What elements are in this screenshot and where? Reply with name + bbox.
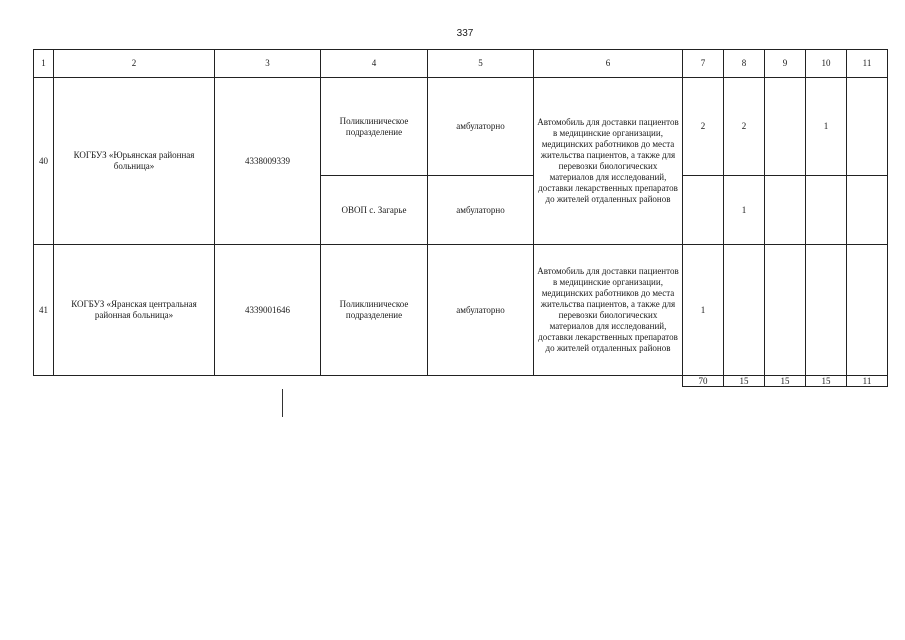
header-cell: 7 bbox=[683, 50, 724, 78]
header-cell: 11 bbox=[847, 50, 888, 78]
count-cell: 1 bbox=[806, 78, 847, 176]
organization-name: КОГБУЗ «Яранская центральная районная больница» bbox=[54, 245, 215, 376]
header-cell: 10 bbox=[806, 50, 847, 78]
header-cell: 6 bbox=[534, 50, 683, 78]
count-cell bbox=[765, 245, 806, 376]
page-number: 337 bbox=[456, 28, 474, 39]
header-cell: 4 bbox=[321, 50, 428, 78]
count-cell bbox=[806, 176, 847, 245]
count-cell: 1 bbox=[724, 176, 765, 245]
table-row-41 bbox=[34, 245, 888, 376]
count-cell bbox=[724, 245, 765, 376]
count-cell: 2 bbox=[724, 78, 765, 176]
total-cell: 11 bbox=[847, 376, 888, 387]
unit-name: Поликлиническое подразделение bbox=[321, 78, 428, 176]
header-cell: 3 bbox=[215, 50, 321, 78]
unit-name: Поликлиническое подразделение bbox=[321, 245, 428, 376]
total-cell: 15 bbox=[806, 376, 847, 387]
row-number: 40 bbox=[34, 78, 54, 245]
count-cell: 1 bbox=[683, 245, 724, 376]
count-cell bbox=[806, 245, 847, 376]
count-cell bbox=[683, 176, 724, 245]
document-table bbox=[33, 49, 888, 387]
total-cell: 15 bbox=[724, 376, 765, 387]
total-cell: 70 bbox=[683, 376, 724, 387]
count-cell: 2 bbox=[683, 78, 724, 176]
count-cell bbox=[847, 78, 888, 176]
totals-row bbox=[34, 376, 888, 387]
unit-name: ОВОП с. Загарье bbox=[321, 176, 428, 245]
count-cell bbox=[847, 245, 888, 376]
care-type: амбулаторно bbox=[428, 176, 534, 245]
vehicle-purpose: Автомобиль для доставки пациентов в медицинские организации, медицинских работников до места жительства пациентов, а также для перевозки биологических материалов для исследований, доставки лекарственных препаратов до жителей отдаленных районов bbox=[534, 245, 683, 376]
count-cell bbox=[765, 176, 806, 245]
scan-mark bbox=[282, 389, 283, 417]
header-cell: 9 bbox=[765, 50, 806, 78]
header-cell: 1 bbox=[34, 50, 54, 78]
care-type: амбулаторно bbox=[428, 245, 534, 376]
total-cell: 15 bbox=[765, 376, 806, 387]
inn-code: 4338009339 bbox=[215, 78, 321, 245]
header-cell: 2 bbox=[54, 50, 215, 78]
count-cell bbox=[765, 78, 806, 176]
header-cell: 8 bbox=[724, 50, 765, 78]
organization-name: КОГБУЗ «Юрьянская районная больница» bbox=[54, 78, 215, 245]
table-row-40-a bbox=[34, 78, 888, 176]
row-number: 41 bbox=[34, 245, 54, 376]
count-cell bbox=[847, 176, 888, 245]
header-row bbox=[34, 50, 888, 78]
header-cell: 5 bbox=[428, 50, 534, 78]
inn-code: 4339001646 bbox=[215, 245, 321, 376]
vehicle-purpose: Автомобиль для доставки пациентов в медицинские организации, медицинских работников до места жительства пациентов, а также для перевозки биологических материалов для исследований, доставки лекарственных препаратов до жителей отдаленных районов bbox=[534, 78, 683, 245]
care-type: амбулаторно bbox=[428, 78, 534, 176]
